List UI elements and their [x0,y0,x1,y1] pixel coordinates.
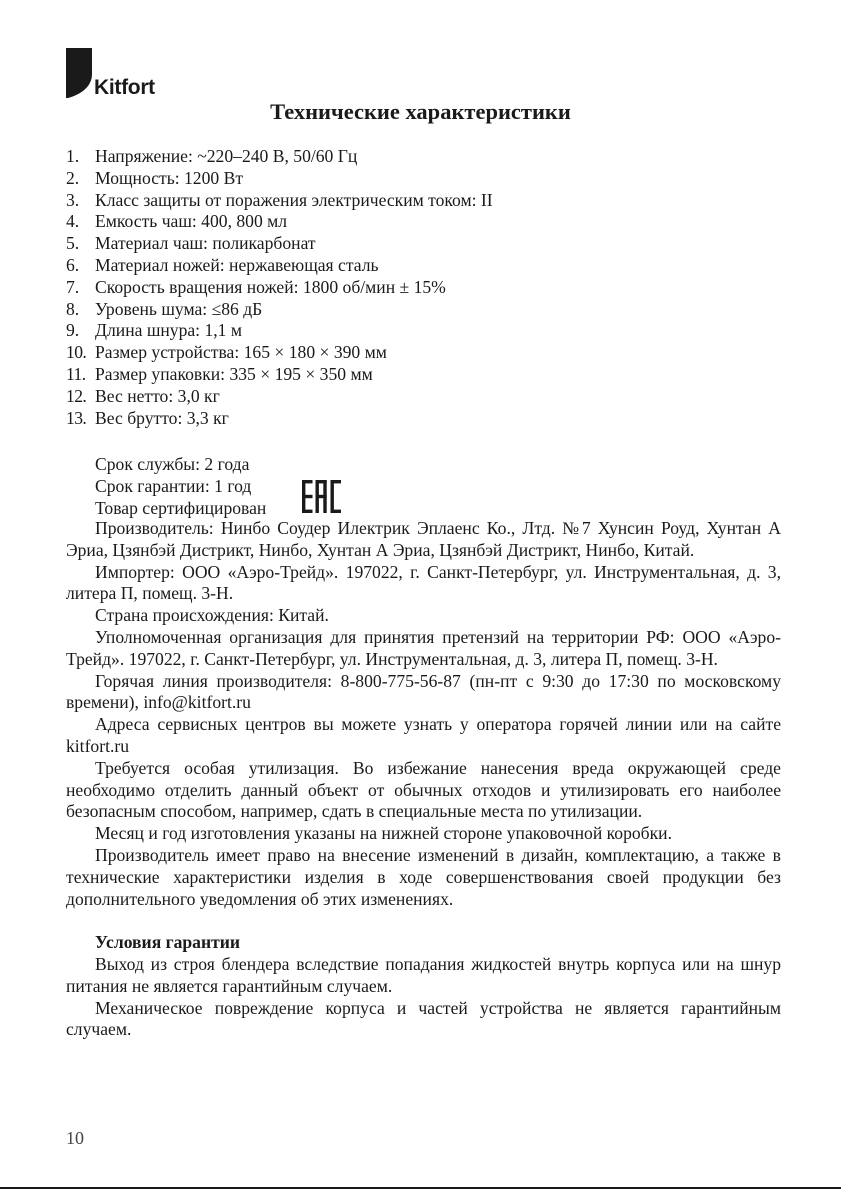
spec-item: 4. Емкость чаш: 400, 800 мл [66,211,288,232]
spec-item: 12. Вес нетто: 3,0 кг [66,385,220,406]
spec-item: 9. Длина шнура: 1,1 м [66,320,242,341]
page-title: Технические характеристики [270,99,571,124]
warranty-paragraph: Механическое повреждение корпуса и частей устройства не является гарантийным случаем. [66,997,781,1040]
authorized-org-paragraph: Уполномоченная организация для принятия претензий на территории РФ: ООО «Аэро-Трейд». 197022, г. Санкт-Петербург, ул. Инструментальная, д. 3, литера П, помещ. 3-Н. [66,626,781,669]
service-life: Срок службы: 2 года [95,454,250,474]
changes-paragraph: Производитель имеет право на внесение изменений в дизайн, комплектацию, а также в технические характеристики изделия в ходе совершенствования своей продукции без дополнительного уведомления об этих изменениях. [66,844,781,909]
eac-mark-icon [302,480,342,513]
bottom-rule [0,1187,841,1189]
kitfort-logo [66,48,176,102]
spec-item: 2. Мощность: 1200 Вт [66,167,244,188]
warranty-paragraph: Выход из строя блендера вследствие попадания жидкостей внутрь корпуса или на шнур питания не является гарантийным случаем. [66,953,781,996]
brand-name: Kitfort [94,76,155,99]
spec-item: 3. Класс защиты от поражения электрическим током: II [66,189,493,210]
manufacture-date-paragraph: Месяц и год изготовления указаны на нижней стороне упаковочной коробки. [95,823,672,844]
spec-item: 7. Скорость вращения ножей: 1800 об/мин ± 15% [66,276,446,297]
spec-item: 13. Вес брутто: 3,3 кг [66,407,229,428]
service-centers-paragraph: Адреса сервисных центров вы можете узнать у оператора горячей линии или на сайте kitfort.ru [66,714,781,756]
spec-item: 5. Материал чаш: поликарбонат [66,233,316,254]
origin-paragraph: Страна происхождения: Китай. [95,605,329,626]
spec-item: 10. Размер устройства: 165 × 180 × 390 мм [66,342,387,363]
kitfort-shield-icon [66,48,92,100]
warranty-heading: Условия гарантии [95,932,241,953]
disposal-paragraph: Требуется особая утилизация. Во избежание нанесения вреда окружающей среде необходимо отделить данный объект от обычных отходов и утилизировать его наиболее безопасным способом, например, сдать в специальные места по утилизации. [66,757,781,822]
spec-item: 8. Уровень шума: ≤86 дБ [66,298,263,319]
spec-item: 6. Материал ножей: нержавеющая сталь [66,254,379,275]
specs-list [66,146,786,429]
spec-item: 11. Размер упаковки: 335 × 195 × 350 мм [66,363,373,384]
certification-text: Товар сертифицирован [95,497,267,518]
spec-item: 1. Напряжение: ~220–240 В, 50/60 Гц [66,146,358,166]
manufacturer-paragraph: Производитель: Нинбо Соудер Илектрик Эплаенс Ко., Лтд. №7 Хунсин Роуд, Хунтан А Эриа, Цзянбэй Дистрикт, Нинбо, Хунтан А Эриа, Цзянбэй Дистрикт, Нинбо, Китай. [66,518,781,560]
hotline-paragraph: Горячая линия производителя: 8-800-775-56-87 (пн-пт с 9:30 до 17:30 по московскому времени), info@kitfort.ru [66,670,781,713]
importer-paragraph: Импортер: ООО «Аэро-Трейд». 197022, г. Санкт-Петербург, ул. Инструментальная, д. 3, литера П, помещ. 3-Н. [66,561,781,604]
warranty-period: Срок гарантии: 1 год [95,475,252,496]
product-meta [95,454,695,519]
page-number: 10 [66,1128,84,1148]
document-body [66,518,781,1041]
